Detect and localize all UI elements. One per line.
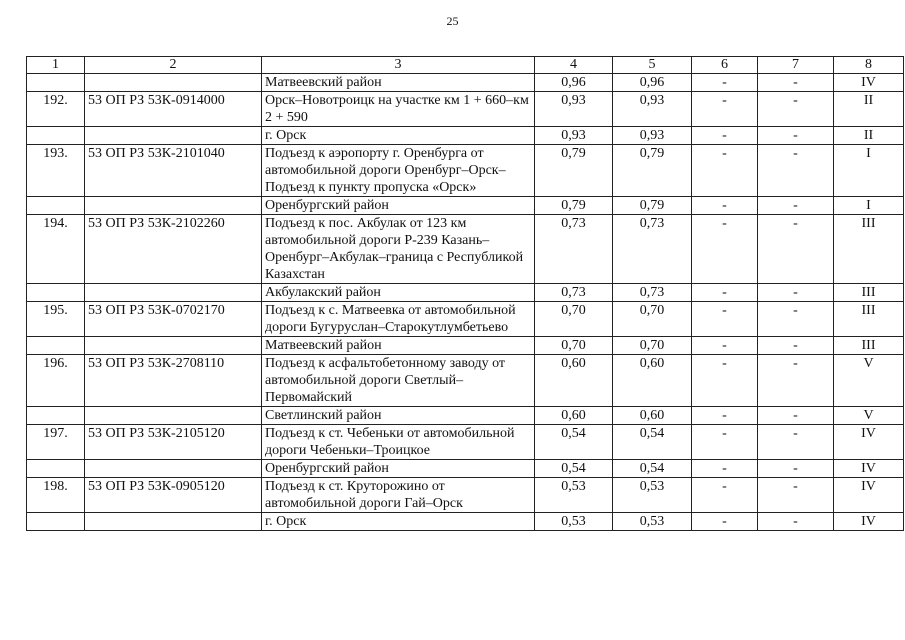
value-col5-cell: 0,53: [613, 513, 692, 531]
road-name-cell: Орск–Новотроицк на участке км 1 + 660–км 2 + 590: [262, 92, 535, 127]
value-col6-cell: -: [692, 337, 758, 355]
value-col4-cell: 0,53: [535, 478, 613, 513]
table-subrow: [27, 460, 904, 478]
value-col4-cell: 0,93: [535, 92, 613, 127]
row-number-cell: [27, 74, 85, 92]
value-col7-cell: -: [758, 92, 834, 127]
row-number-cell: 194.: [27, 215, 85, 284]
category-cell: I: [834, 145, 904, 197]
road-name-cell: Подъезд к асфальтобетонному заводу от автомобильной дороги Светлый–Первомайский: [262, 355, 535, 407]
road-code-cell: [85, 127, 262, 145]
road-name-cell: Подъезд к ст. Чебеньки от автомобильной дороги Чебеньки–Троицкое: [262, 425, 535, 460]
row-number-cell: [27, 460, 85, 478]
column-header: 8: [834, 57, 904, 74]
value-col6-cell: -: [692, 302, 758, 337]
road-code-cell: 53 ОП РЗ 53К-2708110: [85, 355, 262, 407]
value-col4-cell: 0,54: [535, 425, 613, 460]
value-col5-cell: 0,54: [613, 460, 692, 478]
road-name-cell: Матвеевский район: [262, 337, 535, 355]
value-col4-cell: 0,70: [535, 337, 613, 355]
category-cell: I: [834, 197, 904, 215]
table-subrow: [27, 284, 904, 302]
row-number-cell: 192.: [27, 92, 85, 127]
column-header: 6: [692, 57, 758, 74]
value-col7-cell: -: [758, 145, 834, 197]
road-code-cell: [85, 284, 262, 302]
value-col5-cell: 0,70: [613, 337, 692, 355]
value-col6-cell: -: [692, 513, 758, 531]
table-row: [27, 302, 904, 337]
road-code-cell: [85, 460, 262, 478]
value-col7-cell: -: [758, 407, 834, 425]
value-col6-cell: -: [692, 478, 758, 513]
value-col4-cell: 0,73: [535, 284, 613, 302]
column-header: 7: [758, 57, 834, 74]
value-col7-cell: -: [758, 460, 834, 478]
value-col6-cell: -: [692, 460, 758, 478]
category-cell: II: [834, 92, 904, 127]
table-row: [27, 355, 904, 407]
category-cell: V: [834, 355, 904, 407]
road-name-cell: Подъезд к с. Матвеевка от автомобильной дороги Бугуруслан–Старокутлумбетьево: [262, 302, 535, 337]
category-cell: II: [834, 127, 904, 145]
column-header: 5: [613, 57, 692, 74]
road-name-cell: Оренбургский район: [262, 460, 535, 478]
road-code-cell: 53 ОП РЗ 53К-2101040: [85, 145, 262, 197]
value-col5-cell: 0,60: [613, 407, 692, 425]
row-number-cell: [27, 284, 85, 302]
value-col7-cell: -: [758, 215, 834, 284]
road-code-cell: [85, 407, 262, 425]
value-col7-cell: -: [758, 513, 834, 531]
row-number-cell: 196.: [27, 355, 85, 407]
value-col7-cell: -: [758, 425, 834, 460]
value-col4-cell: 0,54: [535, 460, 613, 478]
road-code-cell: 53 ОП РЗ 53К-0702170: [85, 302, 262, 337]
row-number-cell: [27, 407, 85, 425]
row-number-cell: 197.: [27, 425, 85, 460]
road-name-cell: Матвеевский район: [262, 74, 535, 92]
value-col4-cell: 0,73: [535, 215, 613, 284]
column-header: 1: [27, 57, 85, 74]
value-col6-cell: -: [692, 284, 758, 302]
value-col7-cell: -: [758, 284, 834, 302]
value-col6-cell: -: [692, 197, 758, 215]
row-number-cell: [27, 513, 85, 531]
category-cell: IV: [834, 513, 904, 531]
category-cell: III: [834, 302, 904, 337]
table-header-row: [27, 57, 904, 74]
table-subrow: [27, 337, 904, 355]
value-col7-cell: -: [758, 127, 834, 145]
road-code-cell: [85, 513, 262, 531]
road-code-cell: [85, 197, 262, 215]
category-cell: IV: [834, 460, 904, 478]
value-col5-cell: 0,70: [613, 302, 692, 337]
value-col5-cell: 0,54: [613, 425, 692, 460]
category-cell: V: [834, 407, 904, 425]
column-header: 4: [535, 57, 613, 74]
category-cell: IV: [834, 425, 904, 460]
table-subrow: [27, 513, 904, 531]
value-col6-cell: -: [692, 425, 758, 460]
category-cell: III: [834, 284, 904, 302]
value-col5-cell: 0,79: [613, 145, 692, 197]
row-number-cell: 193.: [27, 145, 85, 197]
roads-table: [26, 56, 904, 531]
value-col4-cell: 0,60: [535, 407, 613, 425]
value-col6-cell: -: [692, 355, 758, 407]
table-row: [27, 215, 904, 284]
table-subrow: [27, 74, 904, 92]
page-number: 25: [446, 14, 459, 28]
road-name-cell: Подъезд к ст. Круторожино от автомобильной дороги Гай–Орск: [262, 478, 535, 513]
table-row: [27, 145, 904, 197]
value-col4-cell: 0,70: [535, 302, 613, 337]
value-col7-cell: -: [758, 355, 834, 407]
road-code-cell: 53 ОП РЗ 53К-2102260: [85, 215, 262, 284]
value-col4-cell: 0,60: [535, 355, 613, 407]
value-col4-cell: 0,53: [535, 513, 613, 531]
category-cell: IV: [834, 74, 904, 92]
category-cell: III: [834, 337, 904, 355]
road-name-cell: Оренбургский район: [262, 197, 535, 215]
value-col5-cell: 0,73: [613, 284, 692, 302]
road-name-cell: Подъезд к аэропорту г. Оренбурга от автомобильной дороги Оренбург–Орск–Подъезд к пункту пропуска «Орск»: [262, 145, 535, 197]
road-code-cell: 53 ОП РЗ 53К-2105120: [85, 425, 262, 460]
value-col5-cell: 0,73: [613, 215, 692, 284]
value-col5-cell: 0,93: [613, 92, 692, 127]
value-col4-cell: 0,93: [535, 127, 613, 145]
value-col7-cell: -: [758, 197, 834, 215]
road-name-cell: г. Орск: [262, 513, 535, 531]
row-number-cell: 195.: [27, 302, 85, 337]
value-col6-cell: -: [692, 127, 758, 145]
value-col5-cell: 0,93: [613, 127, 692, 145]
table-subrow: [27, 127, 904, 145]
category-cell: III: [834, 215, 904, 284]
value-col5-cell: 0,60: [613, 355, 692, 407]
table-subrow: [27, 197, 904, 215]
table-subrow: [27, 407, 904, 425]
row-number-cell: [27, 197, 85, 215]
road-name-cell: Подъезд к пос. Акбулак от 123 км автомобильной дороги Р-239 Казань–Оренбург–Акбулак–граница с Республикой Казахстан: [262, 215, 535, 284]
road-name-cell: г. Орск: [262, 127, 535, 145]
value-col6-cell: -: [692, 74, 758, 92]
value-col5-cell: 0,96: [613, 74, 692, 92]
value-col4-cell: 0,79: [535, 197, 613, 215]
table-row: [27, 425, 904, 460]
column-header: 2: [85, 57, 262, 74]
value-col7-cell: -: [758, 74, 834, 92]
value-col4-cell: 0,96: [535, 74, 613, 92]
road-code-cell: 53 ОП РЗ 53К-0905120: [85, 478, 262, 513]
value-col7-cell: -: [758, 337, 834, 355]
category-cell: IV: [834, 478, 904, 513]
road-name-cell: Акбулакский район: [262, 284, 535, 302]
row-number-cell: 198.: [27, 478, 85, 513]
table-row: [27, 92, 904, 127]
road-code-cell: 53 ОП РЗ 53К-0914000: [85, 92, 262, 127]
value-col6-cell: -: [692, 407, 758, 425]
table-row: [27, 478, 904, 513]
value-col6-cell: -: [692, 215, 758, 284]
value-col7-cell: -: [758, 302, 834, 337]
value-col4-cell: 0,79: [535, 145, 613, 197]
value-col6-cell: -: [692, 92, 758, 127]
column-header: 3: [262, 57, 535, 74]
value-col6-cell: -: [692, 145, 758, 197]
row-number-cell: [27, 127, 85, 145]
value-col5-cell: 0,79: [613, 197, 692, 215]
row-number-cell: [27, 337, 85, 355]
value-col5-cell: 0,53: [613, 478, 692, 513]
road-code-cell: [85, 337, 262, 355]
road-name-cell: Светлинский район: [262, 407, 535, 425]
road-code-cell: [85, 74, 262, 92]
value-col7-cell: -: [758, 478, 834, 513]
